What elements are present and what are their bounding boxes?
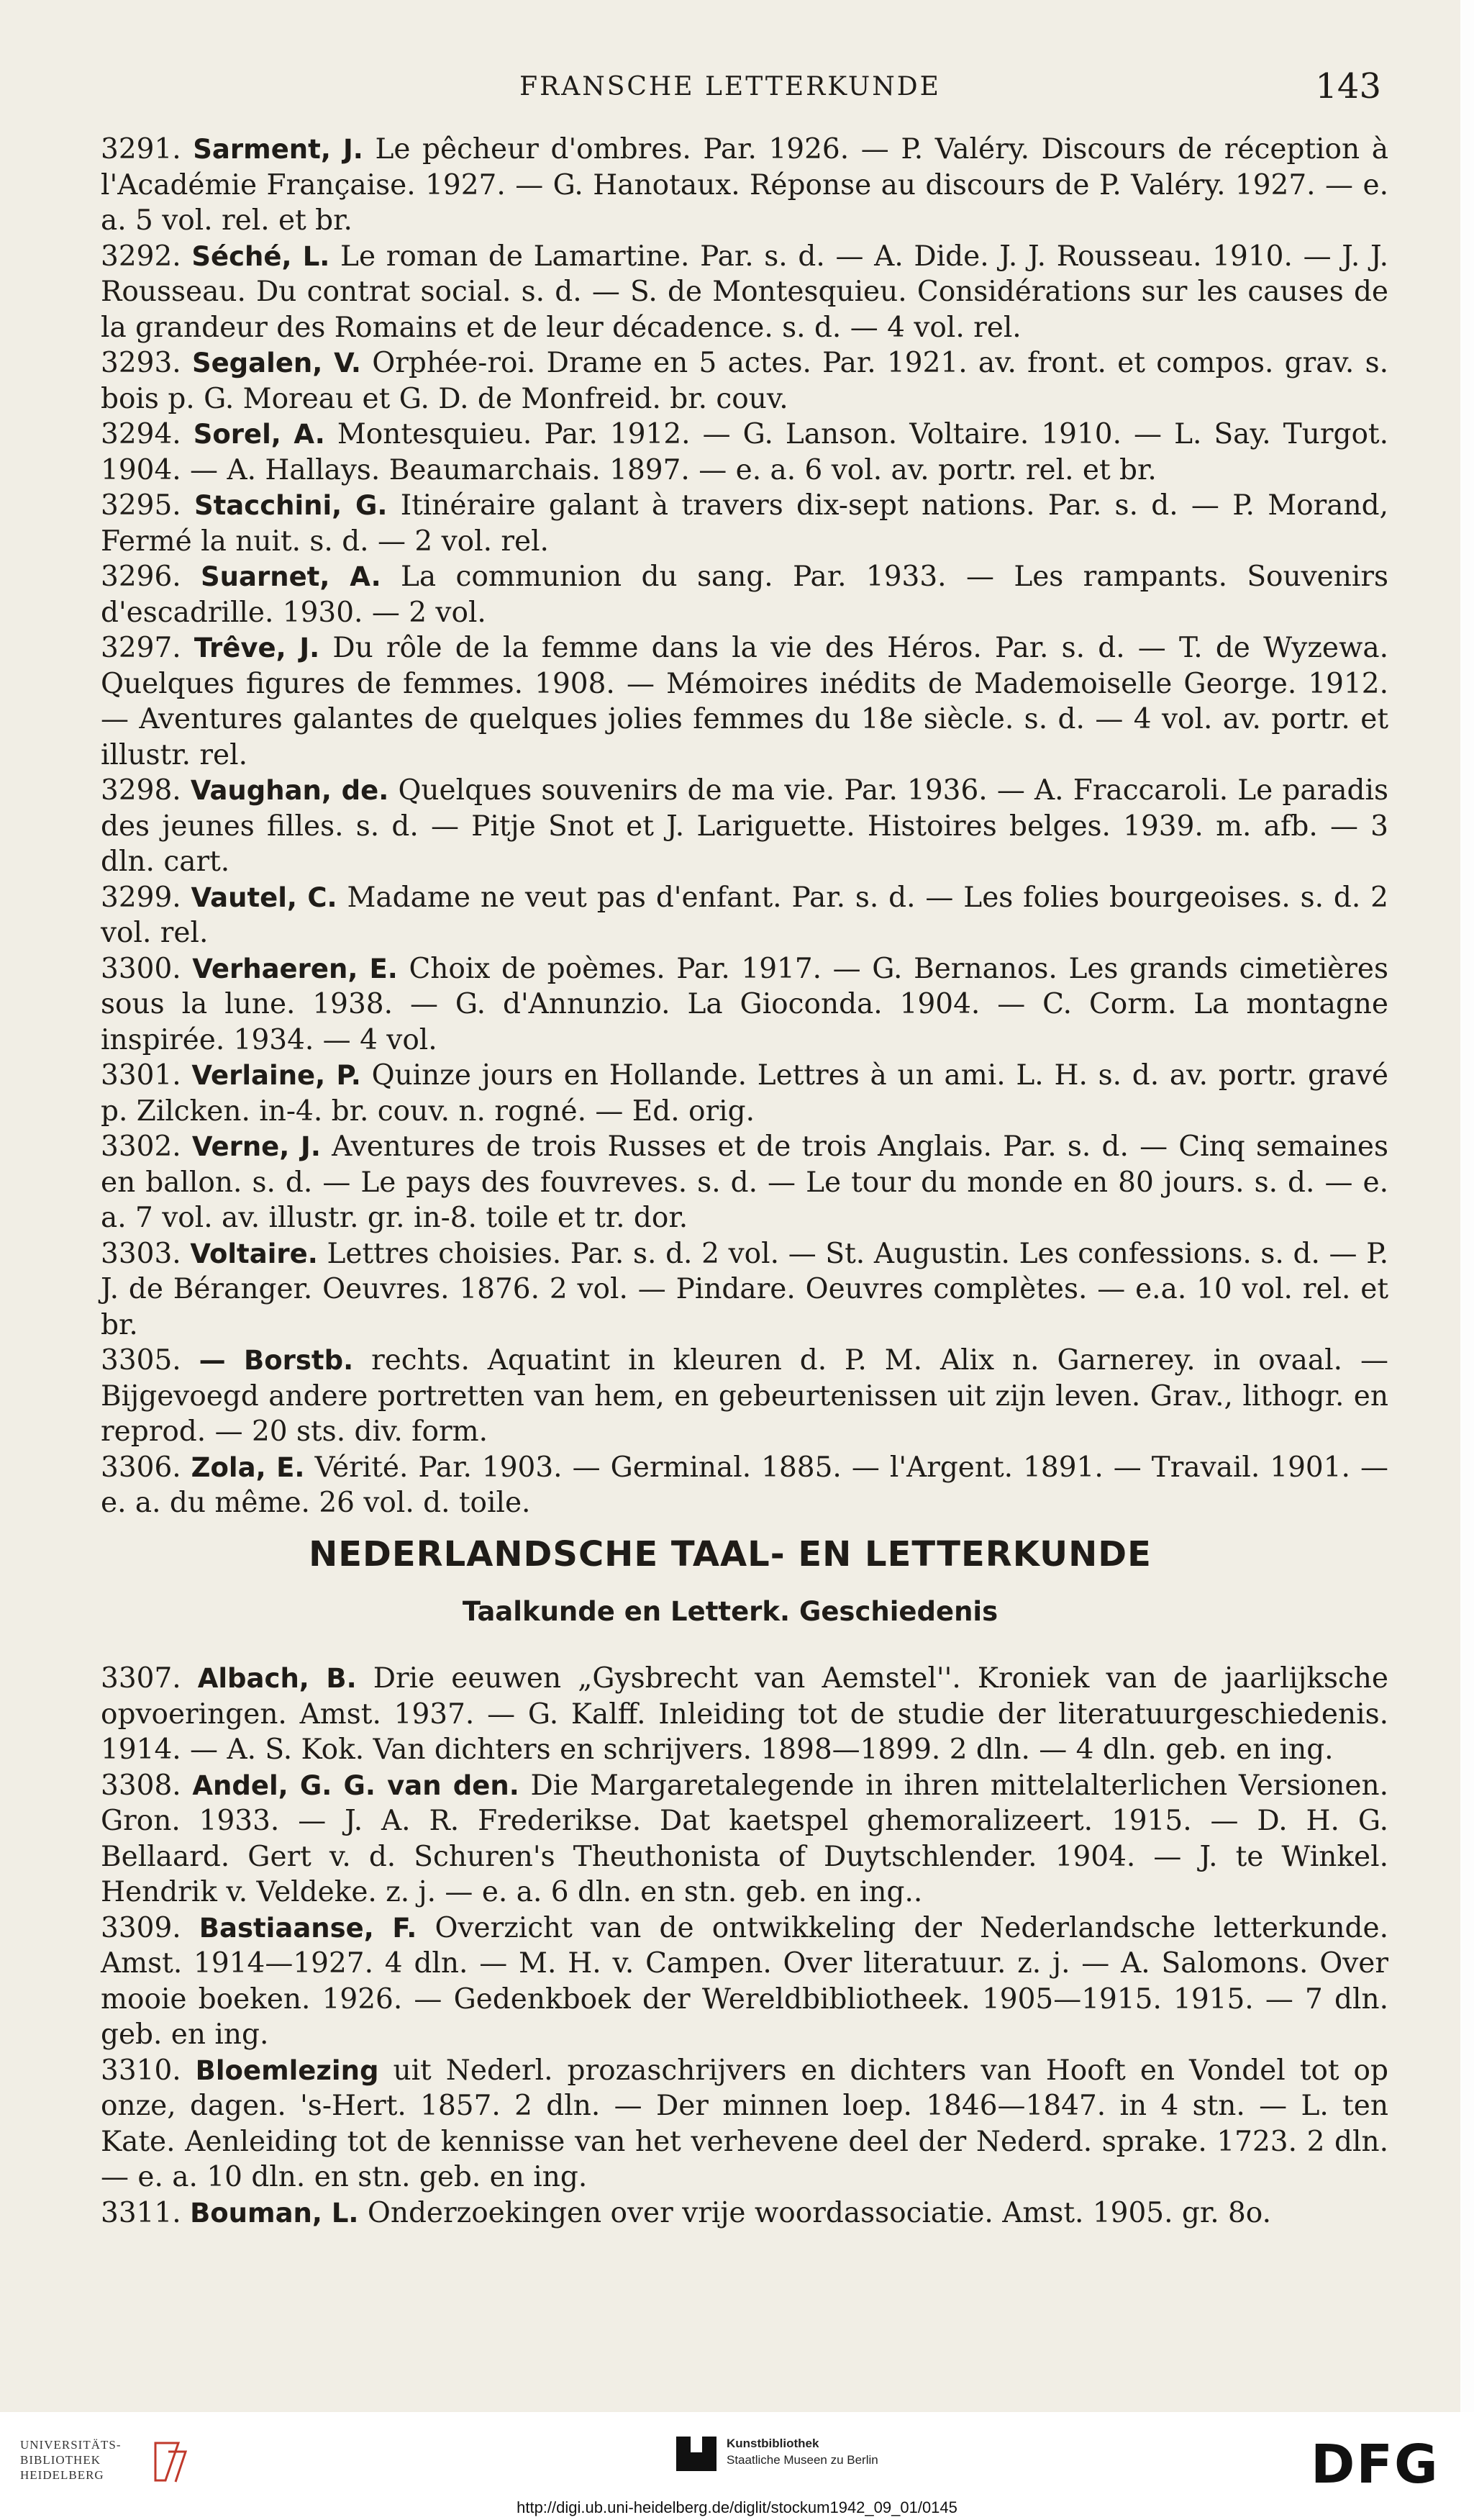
entry-description: Aventures de trois Russes et de trois Anglais. Par. s. d. — Cinq semaines en ballon. s. d. — Le pays des fouvreves. s. d. — Le tour du monde en 80 jours. s. d. — e. a. 7 vol. av. illustr. gr. in-8. toile et tr. dor.: [101, 1130, 1388, 1234]
entry-description: Itinéraire galant à travers dix-sept nations. Par. s. d. — P. Morand, Fermé la nuit. s. d. — 2 vol. rel.: [101, 489, 1389, 558]
catalog-entry: [101, 1768, 1388, 1911]
heidelberg-emblem-icon: [150, 2437, 193, 2488]
entry-number: 3305.: [101, 1344, 181, 1377]
entry-number: 3300.: [101, 952, 181, 985]
entry-author: Verne, J.: [191, 1131, 321, 1162]
entry-description: La communion du sang. Par. 1933. — Les rampants. Souvenirs d'escadrille. 1930. — 2 vol.: [101, 561, 1389, 629]
entry-number: 3294.: [101, 418, 181, 450]
kb-subtitle: Staatliche Museen zu Berlin: [727, 2453, 878, 2467]
entry-author: Sorel, A.: [193, 419, 325, 450]
entry-number: 3295.: [101, 489, 181, 522]
heidelberg-library-name: UNIVERSITÄTS- BIBLIOTHEK HEIDELBERG: [20, 2438, 122, 2482]
catalog-entry: [101, 773, 1388, 880]
entry-author: Zola, E.: [191, 1451, 305, 1483]
catalog-entry: [101, 345, 1388, 417]
entry-description: Orphée-roi. Drame en 5 actes. Par. 1921. av. front. et compos. grav. s. bois p. G. Moreau et G. D. de Monfreid. br. couv.: [101, 347, 1389, 415]
entry-description: Madame ne veut pas d'enfant. Par. s. d. — Les folies bourgeoises. s. d. 2 vol. rel.: [101, 881, 1388, 949]
page-header: [0, 66, 1460, 117]
page-number: 143: [1315, 66, 1381, 106]
entry-number: 3297.: [101, 632, 181, 664]
entry-description: uit Nederl. prozaschrijvers en dichters van Hooft en Vondel tot op onze, dagen. 's-Hert. 1857. 2 dln. — Der minnen loep. 1846—1847. in 4 stn. — L. ten Kate. Aenleiding tot de kennisse van het verhevene deel der Nederd. sprake. 1723. 2 dln. — e. a. 10 dln. en stn. geb. en ing.: [101, 2054, 1389, 2193]
entry-description: Die Margaretalegende in ihren mittelalterlichen Versionen. Gron. 1933. — J. A. R. Frederikse. Dat kaetspel ghemoralizeert. 1915. — D. H. G. Bellaard. Gert v. d. Schuren's Theuthonista of Duytschlender. 1904. — J. te Winkel. Hendrik v. Veldeke. z. j. — e. a. 6 dln. en stn. geb. en ing..: [101, 1769, 1388, 1908]
entry-author: Verlaine, P.: [191, 1060, 361, 1091]
entry-description: Choix de poèmes. Par. 1917. — G. Bernanos. Les grands cimetières sous la lune. 1938. — G. d'Annunzio. La Gioconda. 1904. — C. Corm. La montagne inspirée. 1934. — 4 vol.: [101, 952, 1388, 1056]
entry-number: 3311.: [101, 2196, 181, 2229]
entry-author: Verhaeren, E.: [192, 953, 398, 984]
catalog-entry: [101, 417, 1388, 488]
kunstbibliothek-icon: [676, 2434, 716, 2474]
catalog-entry: [101, 239, 1388, 346]
entry-number: 3291.: [101, 133, 181, 166]
entry-number: 3310.: [101, 2054, 181, 2087]
entry-description: Onderzoekingen over vrije woordassociatie. Amst. 1905. gr. 8o.: [367, 2196, 1271, 2229]
entry-number: 3299.: [101, 881, 181, 914]
entry-description: Le roman de Lamartine. Par. s. d. — A. Dide. J. J. Rousseau. 1910. — J. J. Rousseau. Du contrat social. s. d. — S. de Montesquieu. Considérations sur les causes de la grandeur des Romains et de leur décadence. s. d. — 4 vol. rel.: [101, 240, 1388, 344]
catalog-entry: [101, 2053, 1388, 2195]
entry-description: Vérité. Par. 1903. — Germinal. 1885. — l'Argent. 1891. — Travail. 1901. — e. a. du même. 26 vol. d. toile.: [101, 1451, 1388, 1519]
catalog-entry: [101, 880, 1388, 951]
catalog-entry: [101, 1058, 1388, 1129]
dfg-logo[interactable]: DFG: [1311, 2434, 1439, 2496]
catalog-entry: [101, 2195, 1388, 2231]
catalog-entry: [101, 1236, 1388, 1343]
entry-description: Du rôle de la femme dans la vie des Héros. Par. s. d. — T. de Wyzewa. Quelques figures de femmes. 1908. — Mémoires inédits de Mademoiselle George. 1912. — Aventures galantes de quelques jolies femmes du 18e siècle. s. d. — 4 vol. av. portr. et illustr. rel.: [101, 632, 1388, 771]
footer-bar: [0, 2412, 1474, 2520]
entry-description: Le pêcheur d'ombres. Par. 1926. — P. Valéry. Discours de réception à l'Académie Française. 1927. — G. Hanotaux. Réponse au discours de P. Valéry. 1927. — e. a. 5 vol. rel. et br.: [101, 133, 1388, 237]
entry-number: 3303.: [101, 1237, 181, 1270]
entry-author: Sarment, J.: [193, 134, 363, 165]
entry-author: Bouman, L.: [190, 2197, 359, 2229]
entry-description: rechts. Aquatint in kleuren d. P. M. Alix n. Garnerey. in ovaal. — Bijgevoegd andere portretten van hem, en gebeurtenissen uit zijn leven. Grav., lithogr. en reprod. — 20 sts. div. form.: [101, 1344, 1388, 1448]
kunstbibliothek-logo[interactable]: [676, 2434, 964, 2491]
catalog-entry: [101, 1129, 1388, 1236]
entry-description: Montesquieu. Par. 1912. — G. Lanson. Voltaire. 1910. — L. Say. Turgot. 1904. — A. Hallays. Beaumarchais. 1897. — e. a. 6 vol. av. portr. rel. et br.: [101, 418, 1389, 486]
catalog-entry: [101, 1450, 1388, 1521]
entry-number: 3306.: [101, 1451, 181, 1484]
entry-description: Quelques souvenirs de ma vie. Par. 1936. — A. Fraccaroli. Le paradis des jeunes filles. s. d. — Pitje Snot et J. Lariguette. Histoires belges. 1939. m. afb. — 3 dln. cart.: [101, 774, 1388, 878]
section-subheading: Taalkunde en Letterk. Geschiedenis: [462, 1596, 998, 1627]
catalog-entry: [101, 559, 1388, 630]
running-title: FRANSCHE LETTERKUNDE: [519, 72, 941, 101]
section-heading: NEDERLANDSCHE TAAL- EN LETTERKUNDE: [309, 1534, 1152, 1574]
entry-number: 3293.: [101, 347, 181, 379]
entry-description: Lettres choisies. Par. s. d. 2 vol. — St. Augustin. Les confessions. s. d. — P. J. de Béranger. Oeuvres. 1876. 2 vol. — Pindare. Oeuvres complètes. — e.a. 10 vol. rel. et br.: [101, 1237, 1388, 1341]
entry-number: 3302.: [101, 1130, 181, 1163]
catalog-entry: [101, 132, 1388, 239]
kb-name: Kunstbibliothek: [727, 2437, 819, 2450]
entry-description: Quinze jours en Hollande. Lettres à un ami. L. H. s. d. av. portr. gravé p. Zilcken. in-4. br. couv. n. rogné. — Ed. orig.: [101, 1059, 1388, 1128]
catalog-entry: [101, 630, 1388, 773]
entry-author: Segalen, V.: [191, 348, 361, 379]
entry-number: 3308.: [101, 1769, 181, 1802]
page-url[interactable]: http://digi.ub.uni-heidelberg.de/diglit/stockum1942_09_01/0145: [517, 2498, 957, 2516]
catalog-entry: [101, 488, 1388, 559]
heidelberg-library-logo[interactable]: [20, 2437, 186, 2495]
entry-description: Drie eeuwen „Gysbrecht van Aemstel''. Kroniek van de jaarlijksche opvoeringen. Amst. 1937. — G. Kalff. Inleiding tot de studie der literatuurgeschiedenis. 1914. — A. S. Kok. Van dichters en schrijvers. 1898—1899. 2 dln. — 4 dln. geb. en ing.: [101, 1662, 1389, 1766]
catalog-entry: [101, 1343, 1388, 1450]
entry-author: Suarnet, A.: [201, 561, 381, 592]
entry-author: Vaughan, de.: [190, 775, 389, 806]
entry-author: Vautel, C.: [191, 881, 337, 913]
entry-number: 3298.: [101, 774, 181, 807]
entry-number: 3296.: [101, 561, 181, 593]
entry-author: Albach, B.: [197, 1663, 357, 1694]
entry-author: Bloemlezing: [195, 2054, 379, 2086]
entry-author: Stacchini, G.: [194, 490, 388, 521]
entry-number: 3292.: [101, 240, 181, 273]
entry-author: — Borstb.: [199, 1345, 354, 1376]
entries-french: [101, 132, 1388, 1521]
catalog-entry: [101, 1661, 1388, 1768]
entry-description: Overzicht van de ontwikkeling der Nederlandsche letterkunde. Amst. 1914—1927. 4 dln. — M. H. v. Campen. Over literatuur. z. j. — A. Salomons. Over mooie boeken. 1926. — Gedenkboek der Wereldbibliotheek. 1905—1915. 1915. — 7 dln. geb. en ing.: [101, 1911, 1388, 2051]
catalog-entry: [101, 1911, 1388, 2053]
entry-author: Bastiaanse, F.: [199, 1912, 417, 1944]
entries-dutch: [101, 1661, 1388, 2231]
entry-author: Voltaire.: [190, 1238, 318, 1269]
entry-author: Andel, G. G. van den.: [192, 1769, 519, 1801]
catalog-entry: [101, 951, 1388, 1059]
entry-number: 3309.: [101, 1911, 181, 1944]
entry-author: Trêve, J.: [194, 633, 320, 663]
entry-number: 3307.: [101, 1662, 181, 1695]
page-edge: [1460, 0, 1474, 2412]
entry-author: Séché, L.: [191, 240, 330, 272]
entry-number: 3301.: [101, 1059, 181, 1092]
